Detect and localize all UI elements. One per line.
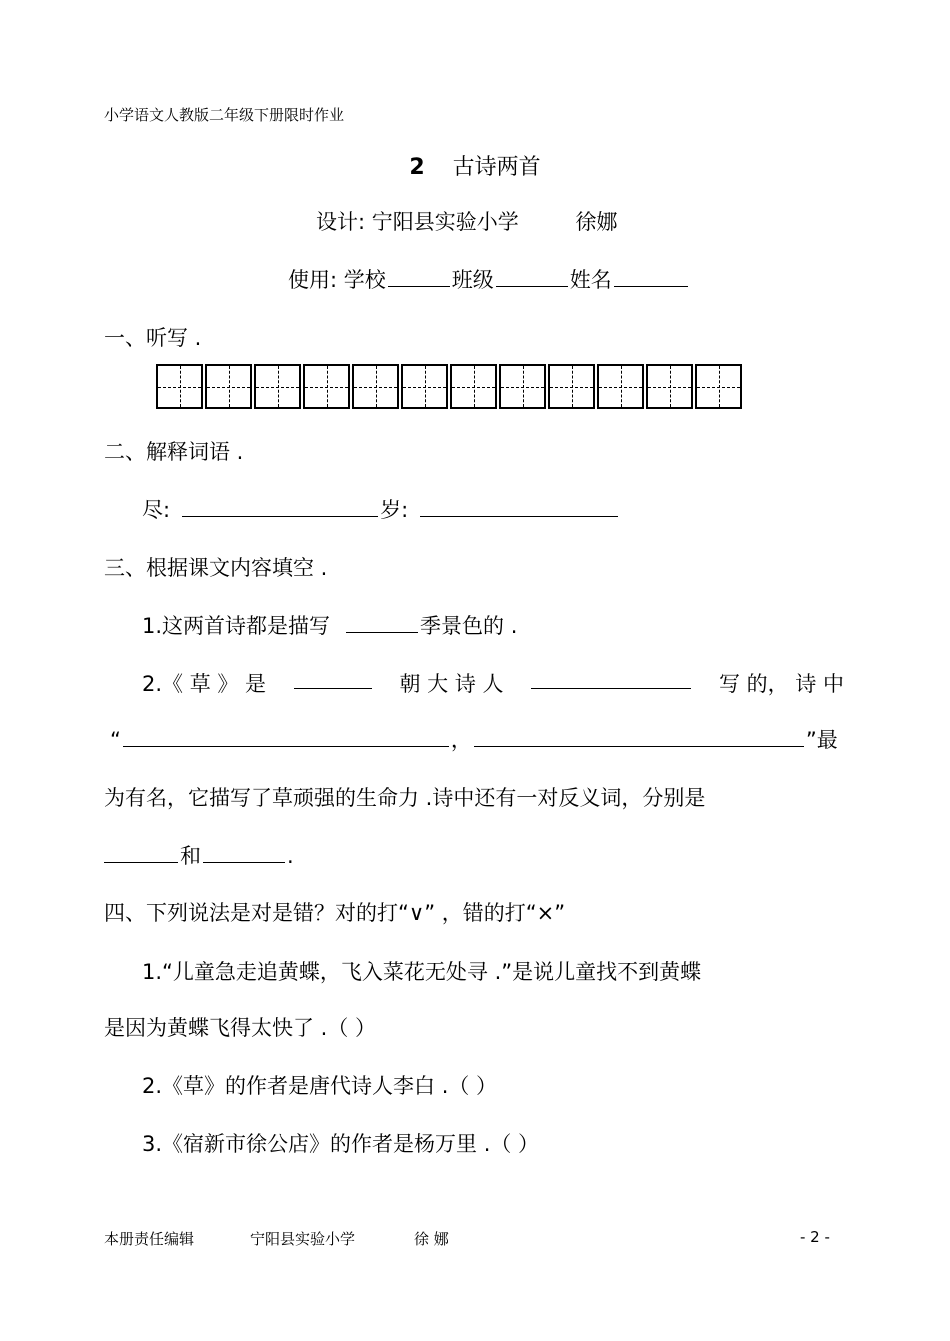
grid-cell[interactable] bbox=[401, 364, 448, 409]
fill-q2-prefix: 2.《 草 》 是 bbox=[142, 672, 267, 696]
design-label: 设计: bbox=[316, 210, 366, 234]
explain-item-jin: 尽: bbox=[142, 498, 171, 522]
jin-blank[interactable] bbox=[182, 496, 378, 517]
footer-editor: 本册责任编辑 bbox=[104, 1230, 195, 1248]
fill-q1-suffix: 季景色的 . bbox=[420, 614, 518, 638]
sui-blank[interactable] bbox=[420, 496, 618, 517]
antonym-blank-1[interactable] bbox=[104, 842, 178, 863]
grid-cell[interactable] bbox=[205, 364, 252, 409]
explain-item-sui: 岁: bbox=[380, 498, 409, 522]
fill-q1-prefix: 1.这两首诗都是描写 bbox=[142, 614, 331, 638]
usage-name: 姓名 bbox=[569, 268, 612, 292]
lesson-title bbox=[0, 150, 950, 181]
name-blank[interactable] bbox=[614, 266, 688, 287]
grid-cell[interactable] bbox=[548, 364, 595, 409]
dynasty-blank[interactable] bbox=[294, 668, 372, 689]
antonym-blank-2[interactable] bbox=[203, 842, 285, 863]
footer-school: 宁阳县实验小学 bbox=[250, 1230, 356, 1248]
tf-q2: 2.《草》的作者是唐代诗人李白 .（ ） bbox=[142, 1074, 498, 1098]
lesson-title-text: 古诗两首 bbox=[452, 155, 541, 180]
poet-blank[interactable] bbox=[531, 668, 691, 689]
section-truefalse-heading: 四、下列说法是对是错？对的打“∨” ，错的打“×” bbox=[104, 901, 566, 925]
grid-cell[interactable] bbox=[254, 364, 301, 409]
tf-q1-line1: 1.“儿童急走追黄蝶，飞入菜花无处寻 .”是说儿童找不到黄蝶 bbox=[142, 960, 702, 984]
usage-class: 班级 bbox=[451, 268, 494, 292]
writing-grid bbox=[156, 364, 744, 409]
section-dictation-heading: 一、听写 . bbox=[104, 326, 202, 350]
footer-name: 徐 娜 bbox=[414, 1230, 449, 1248]
usage-label: 使用: bbox=[288, 268, 338, 292]
page-header: 小学语文人教版二年级下册限时作业 bbox=[104, 106, 345, 124]
lesson-number: 2 bbox=[409, 155, 425, 180]
grid-cell[interactable] bbox=[450, 364, 497, 409]
design-school: 宁阳县实验小学 bbox=[371, 210, 519, 234]
tf-q3: 3.《宿新市徐公店》的作者是杨万里 .（ ） bbox=[142, 1132, 540, 1156]
grid-cell[interactable] bbox=[499, 364, 546, 409]
tf-q1-line2: 是因为黄蝶飞得太快了 .（ ） bbox=[104, 1016, 377, 1040]
grid-cell[interactable] bbox=[303, 364, 350, 409]
school-blank[interactable] bbox=[388, 266, 450, 287]
usage-line bbox=[288, 264, 690, 294]
grid-cell[interactable] bbox=[695, 364, 742, 409]
class-blank[interactable] bbox=[496, 266, 568, 287]
comma: ， bbox=[450, 728, 472, 752]
grid-cell[interactable] bbox=[352, 364, 399, 409]
section-explain-heading: 二、解释词语 . bbox=[104, 440, 244, 464]
and-word: 和 bbox=[180, 844, 201, 868]
close-quote: ”最 bbox=[805, 728, 838, 752]
verse-blank-1[interactable] bbox=[123, 726, 449, 747]
page-number: - 2 - bbox=[800, 1228, 830, 1246]
grid-cell[interactable] bbox=[156, 364, 203, 409]
design-line bbox=[316, 206, 617, 236]
open-quote: “ bbox=[110, 728, 121, 752]
fill-q2-mid1: 朝 大 诗 人 bbox=[399, 672, 504, 696]
period: . bbox=[287, 844, 294, 868]
fill-q2-line4 bbox=[104, 840, 294, 870]
grid-cell[interactable] bbox=[597, 364, 644, 409]
usage-school: 学校 bbox=[343, 268, 386, 292]
grid-cell[interactable] bbox=[646, 364, 693, 409]
fill-q2-line1 bbox=[142, 668, 844, 698]
explain-items bbox=[142, 494, 620, 524]
design-author: 徐娜 bbox=[575, 210, 618, 234]
season-blank[interactable] bbox=[346, 612, 418, 633]
fill-q1 bbox=[142, 610, 517, 640]
section-fill-heading: 三、根据课文内容填空 . bbox=[104, 556, 328, 580]
fill-q2-line2 bbox=[110, 724, 838, 754]
fill-q2-line3: 为有名，它描写了草顽强的生命力 .诗中还有一对反义词，分别是 bbox=[104, 786, 706, 810]
verse-blank-2[interactable] bbox=[474, 726, 804, 747]
fill-q2-mid2: 写 的， 诗 中 bbox=[718, 672, 844, 696]
